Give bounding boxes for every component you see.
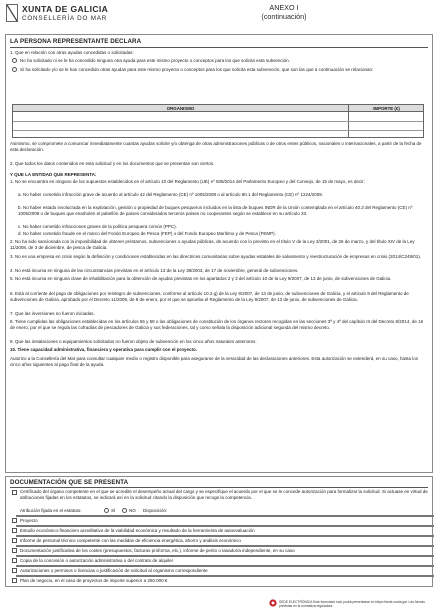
declaration-item: 4. No está incursa en ninguna de las circunstancias previstas en el artículo 13 de la Ley 38/2003, de 17 de noviembre, general de subvenciones. xyxy=(10,268,299,273)
column-header-organism: ORGANISMO xyxy=(166,106,195,111)
statute-attribution-label: Atribución fijada en el estatuto: xyxy=(20,507,82,513)
radio-statute-yes[interactable] xyxy=(104,508,109,513)
declaration-subitem: c. No haber cometido infracciones graves de la política pesquera común (PPC). xyxy=(18,224,177,229)
declaration-item: 3. No es una empresa en crisis según la definición y condiciones establecidas en las directrices comunitarias sobre ayudas estatales de salvamento y reestructuración de empresas en crisis (2014/C249/01). xyxy=(10,254,421,259)
doc-label: Autorizaciones o permisos o licencias o justificación de solicitud al organismo correspondiente xyxy=(20,567,208,573)
section-divider xyxy=(10,47,428,48)
radio-statute-no[interactable] xyxy=(122,508,127,513)
doc-label: Plan de negocio, en el caso de proyectos de importe superior a 250.000 € xyxy=(20,577,168,583)
declaration-item: 9. Que las instalaciones o equipamientos solicitados no fueron objeto de subvención en los cinco años naturales anteriores. xyxy=(10,339,257,344)
entity-heading: Y QUE LA ENTIDAD QUE REPRESENTA: xyxy=(10,172,97,177)
representative-section xyxy=(5,34,433,473)
doc-label: Estudio económico-financiero acreditativo de la viabilidad económica y resultado de la herramienta de autoevaluación xyxy=(20,527,255,533)
checkbox-costs[interactable] xyxy=(12,548,17,553)
commitment-text: Asimismo, se compromete a comunicar inmediatamente cuantas ayudas solicite y/o obtenga de otras administraciones públicas o de otros entes públicos, nacionales o internacionales, a partir de la fecha de esta declaración. xyxy=(10,141,422,153)
checkbox-project[interactable] xyxy=(12,518,17,523)
documentation-section xyxy=(5,476,433,587)
table-row[interactable] xyxy=(13,121,423,122)
table-row[interactable] xyxy=(13,130,423,131)
electronic-office-icon xyxy=(269,599,277,607)
declaration-item: 7. Que las inversiones no fueron iniciadas. xyxy=(10,311,95,316)
department-name: CONSELLERÍA DO MAR xyxy=(22,15,108,22)
declaration-subitem: d. No haber cometido fraude en el marco del Fondo Europeo de Pesca (FEP) o del Fondo Europeo Marítimo y de Pesca (FEMP). xyxy=(18,231,276,236)
declaration-item: 6. Está al corriente del pago de obligaciones por reintegro de subvenciones, conforme al artículo 10.2.g) de la Ley 9/2007, de 13 de junio, de subvenciones de Galicia, y el artículo 9 del Reglamento de subvenciones de Galicia, aprobado por el Decreto 11/2009, de 8 de enero, por el que se aprueba el Reglamento de la Ley 9/2007, de 13 de junio, de subvenciones de Galicia. xyxy=(10,291,409,303)
radio-other-aid[interactable] xyxy=(12,67,17,72)
checkbox-technical-report[interactable] xyxy=(12,538,17,543)
statute-yes-label: SÍ xyxy=(111,507,116,513)
declaration-subitem: a. No haber cometido infracción grave de acuerdo al artículo 42 del Reglamento (CE) nº 1005/2008 o al artículo 90.1 del Reglamento (CE) nº 1224/2009. xyxy=(18,192,323,197)
column-header-amount: IMPORTE (€) xyxy=(373,106,400,111)
footer-text: SEDE ELECTRÓNICA Este formulario solo podrá presentarse en https://sede.xunta.gal. Las formas previstas en la normativa reguladora xyxy=(279,600,425,608)
doc-label: Documentación justificativa de los costes (presupuestos, facturas proforma, etc.), informe de perito o tasador/a independiente, en su caso xyxy=(20,547,295,553)
option-no-other-aid: No ha solicitado ni se le ha concedido ninguna otra ayuda para este mismo proyecto o conceptos para los que solicita esta subvención. xyxy=(20,57,290,63)
statute-provision-label: Disposición: xyxy=(143,507,168,513)
checkbox-permits[interactable] xyxy=(12,568,17,573)
checkbox-concession[interactable] xyxy=(12,558,17,563)
declaration-item: 5. No está incursa en ninguna clase de inhabilitación para la obtención de ayudas previstas en los apartados 2 y 3 del artículo 10 de la Ley 9/2007, de 13 de junio, de subvenciones de Galicia. xyxy=(10,276,392,281)
checkbox-business-plan[interactable] xyxy=(12,578,17,583)
checkbox-certificate[interactable] xyxy=(12,490,17,495)
org-name: XUNTA DE GALICIA xyxy=(22,4,109,14)
doc-label: Copia de la concesión o autorización administrativa o del contrato de alquiler xyxy=(20,557,174,563)
annex-title: ANEXO I xyxy=(269,3,299,12)
xunta-logo-icon xyxy=(6,4,18,22)
annex-heading xyxy=(254,4,314,21)
doc-label: Informe de personal técnico competente con las medidas de eficiencia energética, ahorro y análisis económico xyxy=(20,537,241,543)
question-2: 2. Que todos los datos contenidos en esta solicitud y en los documentos que se presentan son ciertos. xyxy=(10,161,215,166)
representative-title: LA PERSONA REPRESENTANTE DECLARA xyxy=(10,38,142,45)
question-1: 1. Que en relación con otras ayudas concedidas o solicitadas: xyxy=(10,50,134,55)
declaration-item: 2. No ha sido sancionada con la imposibilidad de obtener préstamos, subvenciones o ayudas públicas, de acuerdo con lo previsto en el título V de la Ley 3/2001, de 26 de marzo, y del título XIV de la Ley 11/2008, de 3 de diciembre, de pesca de Galicia. xyxy=(10,239,415,251)
declaration-item: 1. No se encuentra en ninguno de los supuestos establecidos en el artículo 10 del Reglamento (UE) nº 508/2014 del Parlamento Europeo y del Consejo, de 15 de mayo, es decir: xyxy=(10,179,365,184)
authorization-text: Autorizo a la Consellería del Mar para consultar cualquier medio o registro disponible para asegurarse de la veracidad de las declaraciones anteriores. Esta autorización se extenderá, en su caso, hasta los cinco años siguientes al pago final de la ayuda. xyxy=(10,356,418,368)
page-header xyxy=(6,4,431,32)
doc-label: Proyecto xyxy=(20,517,38,523)
annex-subtitle: (continuación) xyxy=(261,11,307,21)
radio-no-other-aid[interactable] xyxy=(12,58,17,63)
statute-no-label: NO xyxy=(129,507,136,513)
other-aid-table xyxy=(12,104,424,138)
option-other-aid: Sí ha solicitado y/o se le han concedido otras ayudas para este mismo proyecto o conceptos para los que solicita esta subvención, que son las que a continuación se relacionan: xyxy=(20,66,374,72)
declaration-item: 10. Tiene capacidad administrativa, financiera y operativa para cumplir con el proyecto. xyxy=(10,347,197,352)
checkbox-financial-study[interactable] xyxy=(12,528,17,533)
documentation-title: DOCUMENTACIÓN QUE SE PRESENTA xyxy=(10,479,129,486)
certificate-text: Certificado del órgano competente en el que se acredite el desempeño actual del cargo y se especifique el acuerdo por el que se le concede autorización para formalizar la solicitud. Si actuase en virtud de atribuciones fijadas en los estatutos, se indicará así en la solicitud citando la disposición que recoge la competencia. xyxy=(20,489,428,501)
declaration-item: 8. Tiene cumplidas las obligaciones establecidas en los artículos 55 y 58 o las obligaciones de constitución de los órganos rectores recogidas en las secciones 3ª y 4ª del capítulo III del Decreto 8/2014, de 16 de enero, por el que se regula las cofradías de pescadores de Galicia y sus federaciones, tal y como señala la disposición adicional segunda del mismo decreto. xyxy=(10,319,424,331)
declaration-subitem: b. No haber estado involucrada en la explotación, gestión o propiedad de buques pesqueros incluidos en la lista de buques INDR de la Unión contemplada en el artículo 40.3 del Reglamento (CE) nº 1005/2008 o de buques que enarbolen el pabellón de países considerados terceros países no cooperantes según se establece en su artículo 33. xyxy=(18,205,413,217)
